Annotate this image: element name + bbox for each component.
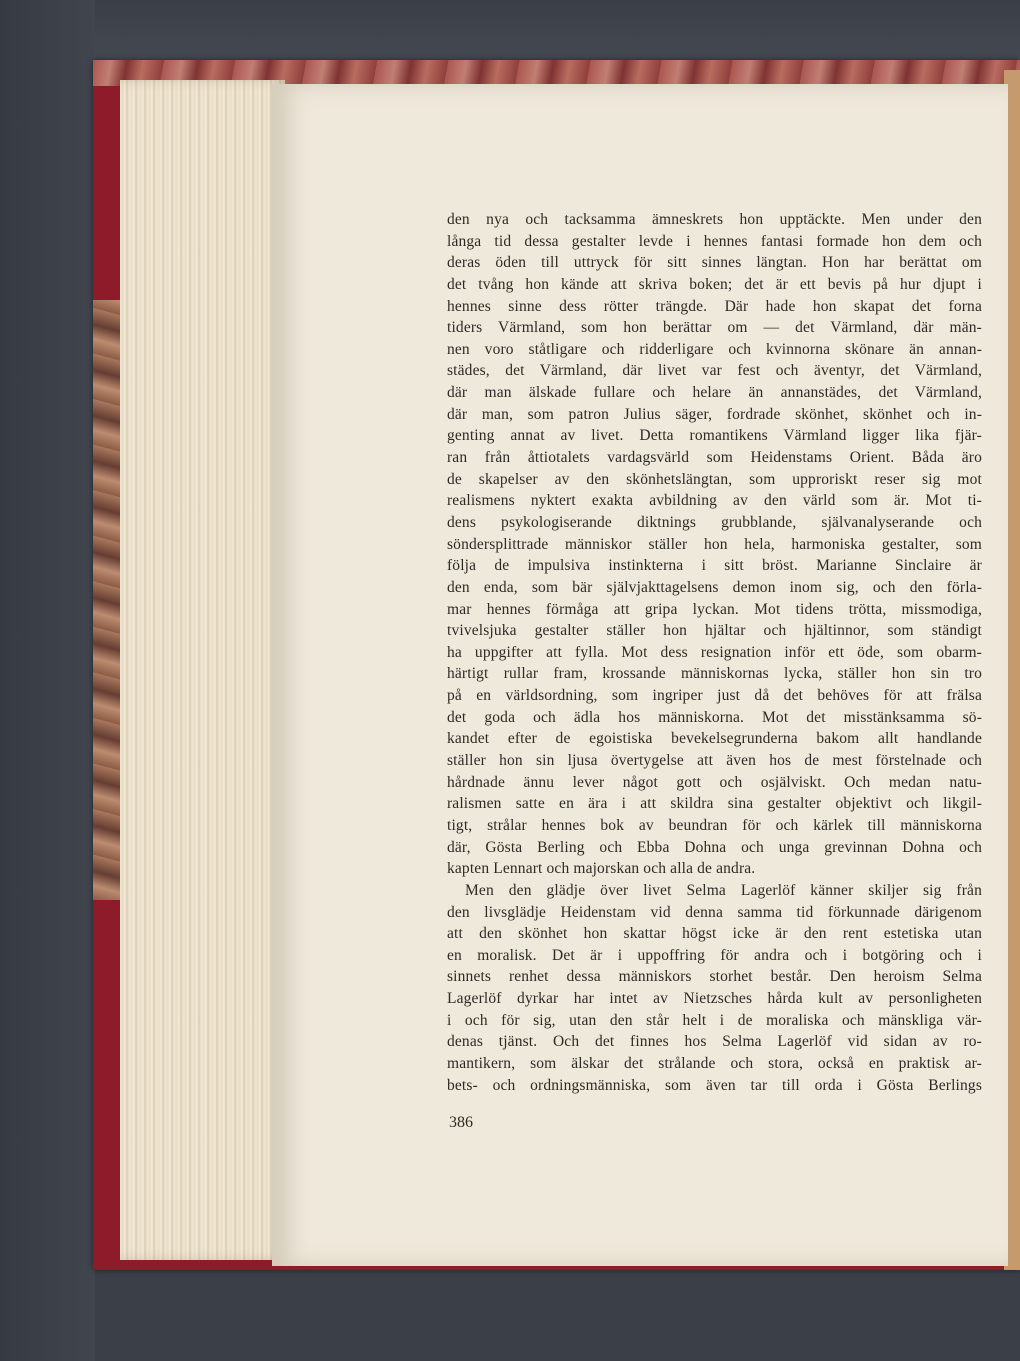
scanner-background-top [0,0,1020,62]
text-line: söndersplittrade människor ställer hon hela, harmoniska gestalter, som [447,535,982,553]
marbled-edge-spine [93,300,123,900]
text-line: Lagerlöf dyrkar har intet av Nietzsches hårda kult av personligheten [447,990,982,1008]
text-line: tiders Värmland, som hon berättar om — det Värmland, där män- [447,319,982,337]
text-line: den nya och tacksamma ämneskrets hon upptäckte. Men under den [447,211,982,228]
text-line: hårdnade ännu lever något gott och osjälviskt. Och medan natu- [447,773,982,791]
page-stack-edges [120,80,285,1260]
text-line: tvivelsjuka gestalter ställer hon hjältar och hjältinnor, som ständigt [447,622,982,640]
text-line: realismens nyktert exakta avbildning av den värld som är. Mot ti- [447,492,982,510]
text-line: hennes sinne dess rötter trängde. Där hade hon skapat det forna [447,297,982,315]
text-line: att den skönhet hon skattar högst icke är den rent estetiska utan [447,925,982,943]
text-line: kapten Lennart och majorskan och alla de andra. [447,860,756,878]
text-line: i och för sig, utan den står helt i de moraliska och mänskliga vär- [447,1011,982,1029]
text-line: ralismen satte en ära i att skildra sina gestalter objektivt och likgil- [447,795,982,813]
text-line: där, Gösta Berling och Ebba Dohna och unga grevinnan Dohna och [447,838,982,856]
text-line: deras öden till uttryck för sitt sinnes längtan. Hon har berättat om [447,254,982,272]
text-line: städes, det Värmland, där livet var fest och äventyr, det Värmland, [447,362,982,380]
text-line: på en världsordning, som ingriper just då det behöves för att frälsa [447,687,982,705]
page-body-text [447,209,982,1096]
text-line: en moralisk. Det är i uppoffring för andra och i botgöring och i [447,946,982,964]
text-line: det tvång hon kände att skriva boken; det är ett bevis på hur djupt i [447,275,982,293]
text-line: den enda, som bär självjakttagelsens demon inom sig, och den förla- [447,578,982,596]
text-line: den livsglädje Heidenstam vid denna samma tid förkunnade därigenom [447,903,982,921]
text-line: bets- och ordningsmänniska, som även tar till orda i Gösta Berlings [447,1076,982,1094]
text-line: långa tid dessa gestalter levde i hennes fantasi formade hon dem och [447,232,982,250]
text-line: denas tjänst. Och det finnes hos Selma Lagerlöf vid sidan av ro- [447,1033,982,1051]
text-line: dens psykologiserande diktnings grubblande, självanalyserande och [447,513,982,531]
text-line: sinnets renhet dessa människors storhet består. Den heroism Selma [447,968,982,986]
text-line: ran från åttiotalets vardagsvärld som Heidenstams Orient. Båda äro [447,449,982,467]
text-line: ställer hon sin ljusa övertygelse att även hos de mest förstelnade och [447,752,982,770]
text-line: det goda och ädla hos människorna. Mot det misstänksamma sö- [447,708,982,726]
text-line: Men den glädje över livet Selma Lagerlöf känner skiljer sig från [465,881,982,899]
text-line: följa de impulsiva instinkterna i sitt bröst. Marianne Sinclaire är [447,557,982,575]
text-line: mantikern, som älskar det strålande och stora, också en praktisk ar- [447,1054,982,1072]
text-line: nen voro ståtligare och ridderligare och kvinnorna skönare än annan- [447,340,982,358]
text-line: där man, som patron Julius säger, fordrade skönhet, skönhet och in- [447,405,982,423]
text-line: tigt, strålar hennes bok av beundran för och kärlek till människorna [447,816,982,834]
scanner-background-left [0,0,95,1361]
text-line: mar hennes förmåga att gripa lyckan. Mot tidens trötta, missmodiga, [447,600,982,618]
page-number: 386 [449,1114,473,1131]
text-line: där man älskade fullare och helare än annanstädes, det Värmland, [447,384,982,402]
text-line: ha uppgifter att fylla. Mot dess resignation inför ett öde, som obarm- [447,643,982,661]
text-line: kandet efter de egoistiska bevekelsegrunderna bakom allt handlande [447,730,982,748]
text-line: de skapelser av den skönhetslängtan, som upproriskt reser sig mot [447,470,982,488]
text-line: härtigt rullar fram, krossande människornas lycka, ställer hon sin tro [447,665,982,683]
text-line: genting annat av livet. Detta romantikens Värmland ligger lika fjär- [447,427,982,445]
